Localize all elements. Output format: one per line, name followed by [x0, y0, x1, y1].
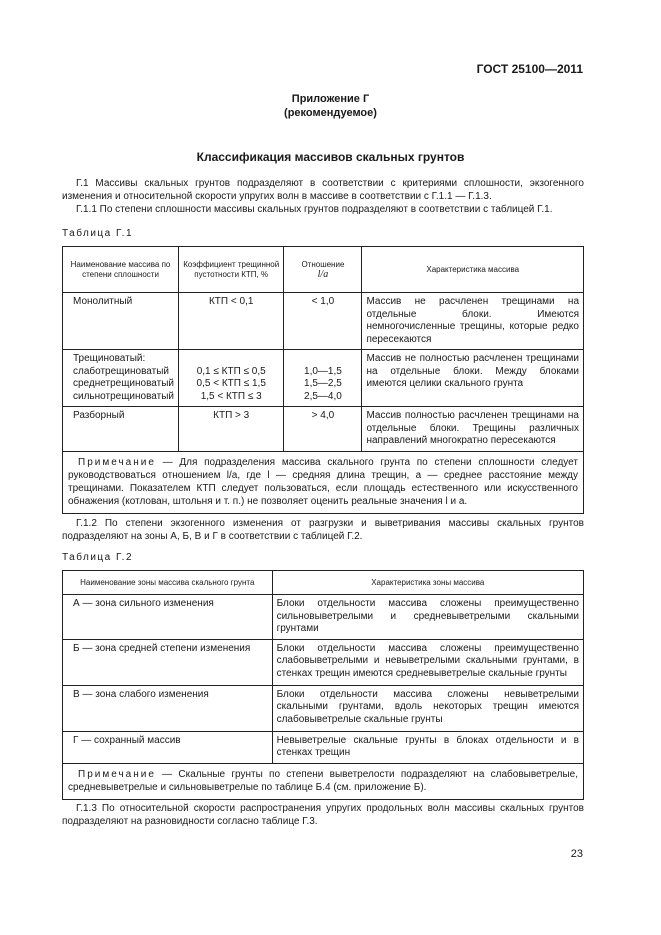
table1-caption: Таблица Г.1: [62, 228, 134, 239]
t1-header-ktp: Коэффициент трещинной пустотности КТП, %: [179, 247, 284, 293]
paragraph-g1-text: Г.1 Массивы скальных грунтов подразделяют в соответствии с критериями сплошности, экзогенного изменения и относительной скорости упругих волн в массиве в соответствии с Г.1.1 — Г.1.3.: [62, 178, 584, 202]
t1-r1-name: Монолитный: [63, 293, 179, 350]
t1-header-char: Характеристика массива: [362, 247, 584, 293]
t2-r3-char: Блоки отдельности массива сложены невыветрелыми скальными грунтами, вдоль некоторых трещин имеются слабовыветрелые скальные грунты: [272, 685, 583, 731]
t1-r2-ratio-1: 1,0—1,5: [304, 365, 342, 377]
t2-r4-zone: Г — сохранный массив: [63, 731, 273, 763]
table-row: [63, 293, 584, 350]
table-row: [63, 685, 584, 731]
t2-r1-char: Блоки отдельности массива сложены преимущественно сильновыветрелыми и средневыветрелыми скальными грунтами: [272, 595, 583, 640]
t1-note: [63, 451, 584, 513]
t1-note-label: Примечание: [78, 456, 156, 468]
section-title: Классификация массивов скальных грунтов: [196, 150, 465, 164]
t1-note-text: — Для подразделения массива скального грунта по степени сплошности следует руководствоваться отношением l/a, где l — средняя длина трещин, a — среднее расстояние между трещинами. Показателем КТП следует пользоваться, если площадь естественного или искусственного обнажения (котлован, штольня и т. п.) не позволяет оценить реальные значения l и a.: [68, 456, 578, 507]
t2-header-char: Характеристика зоны массива: [272, 571, 583, 595]
t1-r2-ratio: [284, 350, 362, 407]
t1-r3-name: Разборный: [63, 407, 179, 452]
t1-r2-char: Массив не полностью расчленен трещинами на отдельные блоки. Между блоками имеются целики скального грунта: [362, 350, 584, 407]
table-row: [63, 595, 584, 640]
table2-caption: Таблица Г.2: [62, 552, 134, 563]
paragraph-g13-text: Г.1.3 По относительной скорости распространения упругих продольных волн массивы скальных грунтов подразделяют на разновидности согласно таблице Г.3.: [62, 803, 584, 827]
t1-r2-ratio-3: 2,5—4,0: [304, 390, 342, 402]
table-g2: [62, 570, 584, 800]
t1-header-ratio: [284, 247, 362, 293]
table-row: [63, 731, 584, 763]
appendix-subtitle: (рекомендуемое): [284, 107, 377, 119]
t1-r2-name-main: Трещиноватый:: [73, 353, 146, 364]
table-g1: [62, 246, 584, 514]
t2-note-text: — Скальные грунты по степени выветрелости подразделяют на слабовыветрелые, средневыветрелые и сильновыветрелые по таблице Б.4 (см. приложение Б).: [68, 768, 578, 793]
t1-r3-ktp: КТП > 3: [179, 407, 284, 452]
t2-r1-zone: А — зона сильного изменения: [63, 595, 273, 640]
appendix-heading: [0, 92, 661, 120]
t1-r1-ktp: КТП < 0,1: [179, 293, 284, 350]
t2-header-zone: Наименование зоны массива скального грунта: [63, 571, 273, 595]
t1-r3-char: Массив полностью расчленен трещинами на отдельные блоки. Трещины различных направлений многократно пересекаются: [362, 407, 584, 452]
t1-r2-ktp-1: 0,1 ≤ КТП ≤ 0,5: [196, 365, 266, 377]
paragraph-g12-text: Г.1.2 По степени экзогенного изменения от разгрузки и выветривания массивы скальных грунтов подразделяют на зоны А, Б, В и Г в соответствии с таблицей Г.2.: [62, 518, 584, 542]
table-row: [63, 350, 584, 407]
t1-r2-ktp: [179, 350, 284, 407]
t1-r2-ratio-2: 1,5—2,5: [304, 378, 342, 389]
t1-header-name: Наименование массива по степени сплошности: [63, 247, 179, 293]
paragraph-g11: [62, 203, 584, 216]
t2-r2-zone: Б — зона средней степени изменения: [63, 639, 273, 685]
t2-r2-char: Блоки отдельности массива сложены преимущественно слабовыветрелыми и невыветрелыми скальными грунтами, в стенках трещин имеются средневыветрелые скальные грунты: [272, 639, 583, 685]
t2-r4-char: Невыветрелые скальные грунты в блоках отдельности и в стенках трещин: [272, 731, 583, 763]
t1-r2-name: [63, 350, 179, 407]
t1-r2-name-sub3: сильнотрещиноватый: [73, 390, 174, 402]
t1-r2-ktp-2: 0,5 < КТП ≤ 1,5: [196, 378, 266, 389]
page-number: 23: [570, 848, 583, 860]
t1-header-ratio-sym: l/a: [317, 268, 329, 280]
t2-r3-zone: В — зона слабого изменения: [63, 685, 273, 731]
paragraph-g13: [62, 802, 584, 828]
paragraph-g12: [62, 517, 584, 543]
t1-header-ratio-word: Отношение: [301, 259, 345, 269]
t1-r3-ratio: > 4,0: [284, 407, 362, 452]
appendix-title: Приложение Г: [291, 93, 370, 105]
t1-r2-name-sub1: слаботрещиноватый: [73, 365, 169, 377]
paragraph-g1: [62, 177, 584, 203]
t1-r2-name-sub2: среднетрещиноватый: [73, 378, 174, 389]
t1-r1-char: Массив не расчленен трещинами на отдельные блоки. Имеются немногочисленные трещины, которые редко пересекаются: [362, 293, 584, 350]
t1-r1-ratio: < 1,0: [284, 293, 362, 350]
t2-note: [63, 763, 584, 799]
table-row: [63, 639, 584, 685]
t1-r2-ktp-3: 1,5 < КТП ≤ 3: [200, 390, 262, 402]
standard-number: ГОСТ 25100—2011: [476, 62, 583, 76]
paragraph-g11-text: Г.1.1 По степени сплошности массивы скальных грунтов подразделяют в соответствии с таблицей Г.1.: [76, 204, 553, 215]
t2-note-label: Примечание: [78, 768, 156, 780]
table-row: [63, 407, 584, 452]
